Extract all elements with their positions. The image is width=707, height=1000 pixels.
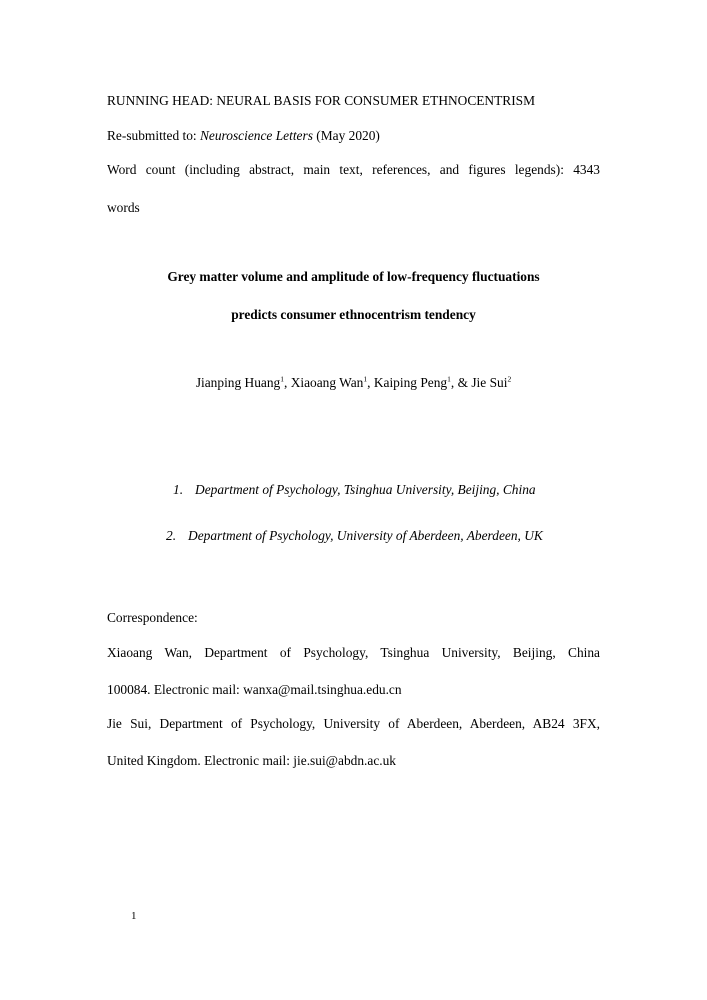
author-name: Jie Sui bbox=[471, 375, 508, 390]
correspondence-wan-line-2: 100084. Electronic mail: wanxa@mail.tsinghua.edu.cn bbox=[107, 682, 402, 697]
paper-title-line-1: Grey matter volume and amplitude of low-frequency fluctuations bbox=[167, 269, 540, 284]
author-name: Kaiping Peng bbox=[373, 375, 448, 390]
affiliation-number: 2. bbox=[166, 528, 177, 543]
affiliation-2 bbox=[166, 528, 543, 544]
author-separator: , & bbox=[450, 375, 472, 390]
affiliation-text: Department of Psychology, Tsinghua University, Beijing, China bbox=[195, 482, 536, 497]
running-head: RUNNING HEAD: NEURAL BASIS FOR CONSUMER ETHNOCENTRISM bbox=[107, 93, 536, 108]
correspondence-sui-line-2: United Kingdom. Electronic mail: jie.sui@abdn.ac.uk bbox=[107, 753, 397, 768]
author-affiliation-mark: 1 bbox=[447, 374, 451, 384]
correspondence-sui-line-1: Jie Sui, Department of Psychology, University of Aberdeen, Aberdeen, AB24 3FX, bbox=[107, 716, 600, 731]
affiliation-text: Department of Psychology, University of Aberdeen, Aberdeen, UK bbox=[188, 528, 543, 543]
resubmission-line bbox=[107, 128, 380, 144]
journal-name: Neuroscience Letters bbox=[199, 128, 313, 143]
author-separator: , bbox=[284, 375, 291, 390]
page-number: 1 bbox=[131, 910, 137, 922]
author-name: Jianping Huang bbox=[195, 375, 281, 390]
paper-title-line-2: predicts consumer ethnocentrism tendency bbox=[231, 307, 476, 322]
author-affiliation-mark: 1 bbox=[280, 374, 284, 384]
affiliation-number: 1. bbox=[173, 482, 184, 497]
resubmitted-date: (May 2020) bbox=[312, 128, 380, 143]
author-affiliation-mark: 1 bbox=[363, 374, 368, 384]
author-name: Xiaoang Wan bbox=[290, 375, 364, 390]
affiliation-1 bbox=[173, 482, 536, 498]
author-list bbox=[0, 375, 707, 391]
resubmitted-prefix: Re-submitted to: bbox=[107, 128, 200, 143]
author-affiliation-mark: 2 bbox=[507, 374, 512, 384]
correspondence-wan-line-1: Xiaoang Wan, Department of Psychology, Tsinghua University, Beijing, China bbox=[107, 645, 600, 660]
word-count-continuation: words bbox=[107, 200, 140, 215]
author-separator: , bbox=[367, 375, 374, 390]
correspondence-label: Correspondence: bbox=[107, 610, 198, 625]
word-count-line: Word count (including abstract, main text, references, and figures legends): 4343 bbox=[107, 162, 600, 177]
